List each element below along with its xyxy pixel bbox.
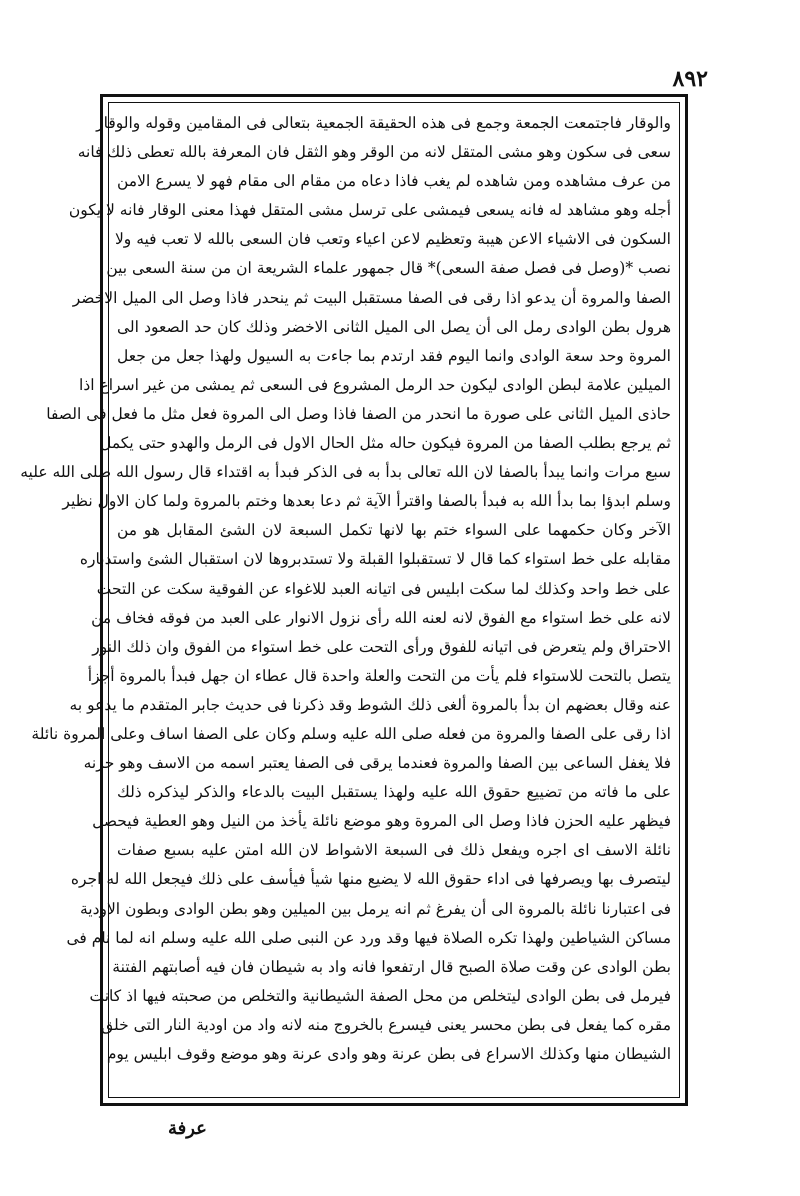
text-line: ثم يرجع بطلب الصفا من المروة فيكون حاله مثل الحال الاول فى الرمل والهدو حتى يكمل	[100, 434, 671, 453]
text-line: فيظهر عليه الحزن فاذا وصل الى المروة وهو موضع نائلة يأخذ من النيل وهو العطية فيحصل	[92, 812, 671, 831]
text-line: السكون فى الاشياء الاعن هيبة وتعظيم لاعن اعياء وتعب فان السعى بالله لا تعب فيه ولا	[114, 230, 671, 249]
text-line: فلا يغفل الساعى بين الصفا والمروة فعندما يرقى فى الصفا يعتبر اسمه من الاسف وهو حزنه	[83, 754, 671, 773]
text-frame-inner	[20, 102, 680, 1098]
text-body	[20, 109, 671, 1069]
text-frame	[20, 94, 688, 1106]
page-number: ٨٩٢	[672, 66, 708, 92]
text-line: ليتصرف بها ويصرفها فى اداء حقوق الله لا يضيع منها شيأ فيأسف على ذلك فيجعل الله له اجره	[70, 870, 671, 889]
text-line: يتصل بالتحت للاستواء فلم يأت من التحت والعلة واحدة قال عطاء ان جهل فبدأ بالمروة أجزأ	[87, 666, 671, 685]
text-line: سعى فى سكون وهو مشى المتقل لانه من الوقر وهو الثقل فان المعرفة بالله تعطى ذلك فانه	[77, 143, 671, 162]
catchword: عرفة	[168, 1118, 207, 1139]
text-line: نصب *(وصل فى فصل صفة السعى)* قال جمهور علماء الشريعة ان من سنة السعى بين	[106, 259, 671, 278]
text-line: فيرمل فى بطن الوادى ليتخلص من محل الصفة الشيطانية والتخلص من صحبته فيها اذ كانت	[89, 986, 671, 1005]
text-line: على ما فاته من تضييع حقوق الله عليه ولهذا يستقبل البيت بالدعاء والذكر ليذكره ذلك	[117, 783, 671, 802]
text-line: الصفا والمروة أن يدعو اذا رقى فى الصفا مستقبل البيت ثم ينحدر فاذا وصل الى الميل الاخضر	[72, 288, 671, 307]
text-line: سبع مرات وانما يبدأ بالصفا لان الله تعالى بدأ به فى الذكر فبدأ به اقتداء قال رسول الله صلى الله عليه	[20, 463, 671, 482]
text-line: الآخر وكان حكمهما على السواء ختم بها لانها تكمل السبعة لان الشئ المقابل هو من	[117, 521, 671, 540]
text-line: وسلم ابدؤا بما بدأ الله به فبدأ بالصفا واقترأ الآية ثم دعا بعدها وختم بالمروة ولما كان الاول نظير	[62, 492, 671, 511]
text-line: عنه وقال بعضهم ان بدأ بالمروة ألغى ذلك الشوط وقد ذكرنا فى حديث جابر المتقدم ما يدعو به	[69, 695, 671, 714]
text-line: المروة وحد سعة الوادى وانما اليوم فقد ارتدم بما جاءت به السيول ولهذا جعل من جعل	[117, 346, 671, 365]
text-line: أجله وهو مشاهد له فانه يسعى فيمشى على ترسل مشى المتقل فهذا معنى الوقار فانه لا يكون	[68, 201, 671, 220]
text-line: مساكن الشياطين ولهذا تكره الصلاة فيها وقد ورد عن النبى صلى الله عليه وسلم انه لما نام فى	[66, 928, 671, 947]
text-line: اذا رقى على الصفا والمروة من فعله صلى الله عليه وسلم وكان على الصفا اساف وعلى المروة نائلة	[31, 724, 671, 743]
text-line: الميلين علامة لبطن الوادى ليكون حد الرمل المشروع فى السعى ثم يمشى من غير اسراع اذا	[79, 375, 671, 394]
text-line: الاحتراق ولم يتعرض فى اتيانه للفوق ورأى التحت على خط استواء من الفوق وان ذلك النور	[92, 637, 671, 656]
text-line: حاذى الميل الثانى على صورة ما انحدر من الصفا فاذا وصل الى المروة فعل مثل ما فعل فى الصفا	[46, 404, 671, 423]
text-line: لانه على خط استواء مع الفوق لانه لعنه الله رأى نزول الانوار على العبد من فوقه فخاف من	[91, 608, 671, 627]
text-line: مقره كما يفعل فى بطن محسر يعنى فيسرع بالخروج منه لانه واد من اودية النار التى خلق	[101, 1015, 671, 1034]
text-line: نائلة الاسف اى اجره ويفعل ذلك فى السبعة الاشواط لان الله امتن عليه بسبع صفات	[117, 841, 671, 860]
text-line: هرول بطن الوادى رمل الى أن يصل الى الميل الثانى الاخضر وذلك كان حد الصعود الى	[117, 317, 671, 336]
text-line: من عرف مشاهده ومن شاهده لم يغب فاذا دعاه من مقام الى مقام فهو لا يسرع الامن	[117, 172, 671, 191]
text-line: مقابله على خط استواء كما قال لا تستقبلوا القبلة ولا تستدبروها لان استقبال الشئ واستدباره	[79, 550, 671, 569]
text-line: على خط واحد وكذلك لما سكت ابليس فى اتيانه العبد للاغواء عن الفوقية سكت عن التحت	[96, 579, 671, 598]
text-line: فى اعتبارنا نائلة بالمروة الى أن يفرغ ثم انه يرمل بين الميلين وهو بطن الوادى وبطون الاودية	[79, 899, 671, 918]
text-line: والوقار فاجتمعت الجمعة وجمع فى هذه الحقيقة الجمعية بتعالى فى المقامين وقوله والوقار	[96, 114, 671, 132]
text-line: بطن الوادى عن وقت صلاة الصبح قال ارتفعوا فانه واد به شيطان فان فيه أصابتهم الفتنة	[112, 957, 671, 976]
text-line: الشيطان منها وكذلك الاسراع فى بطن عرنة وهو وادى عرنة وهو موضع وقوف ابليس يوم	[106, 1045, 671, 1063]
